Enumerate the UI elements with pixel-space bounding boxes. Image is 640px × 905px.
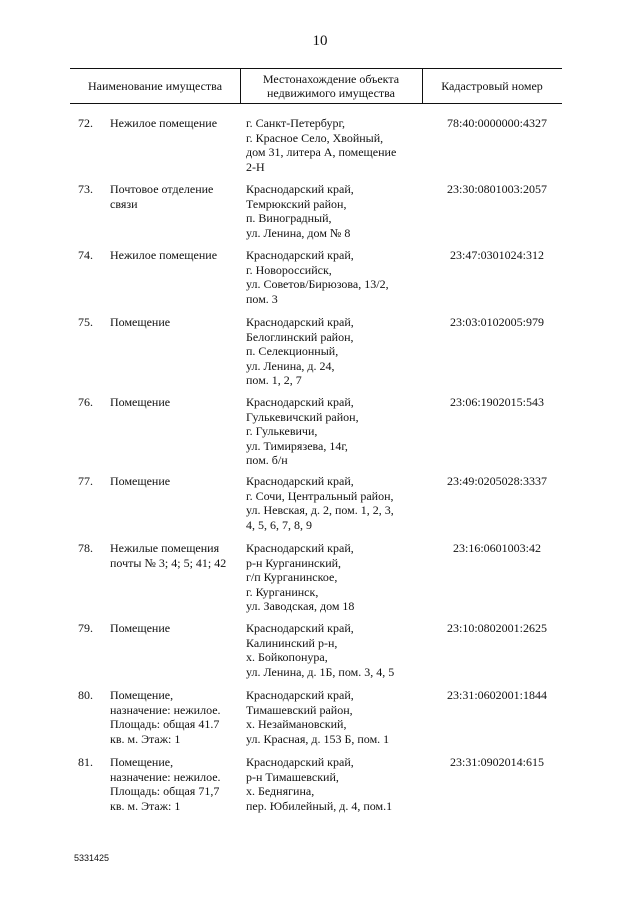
property-location	[246, 755, 432, 813]
row-number: 74.	[78, 248, 93, 262]
property-location-line: х. Незаймановский,	[246, 717, 347, 731]
property-location-line: г. Сочи, Центральный район,	[246, 488, 394, 503]
row-number: 73.	[78, 182, 93, 196]
property-location-line: р-н Тимашевский,	[246, 769, 339, 784]
property-name	[110, 621, 242, 636]
cadastral-number: 23:31:0602001:1844	[446, 688, 547, 702]
property-location-line: Краснодарский край,	[246, 474, 354, 488]
property-name-line: Нежилое помещение	[110, 116, 218, 130]
property-location-line: Калининский р-н,	[246, 635, 338, 650]
cadastral-number: 23:10:0802001:2625	[446, 621, 547, 635]
property-name	[110, 395, 242, 410]
property-location-line: п. Селекционный,	[246, 344, 339, 358]
header-cadastral: Кадастровый номер	[441, 78, 543, 93]
row-number: 79.	[78, 621, 93, 635]
property-location-line: Краснодарский край,	[246, 755, 354, 769]
property-location	[246, 395, 432, 468]
property-name-line: Нежилое помещение	[110, 248, 218, 262]
header-location-line: Местонахождение объекта	[262, 71, 400, 86]
property-name	[110, 474, 242, 489]
property-name-line: кв. м. Этаж: 1	[110, 731, 181, 746]
cadastral-number: 23:49:0205028:3337	[446, 474, 547, 488]
property-location-line: х. Бойкопонура,	[246, 650, 328, 664]
property-name-line: назначение: нежилое.	[110, 769, 221, 784]
property-name-line: Помещение	[110, 395, 171, 409]
property-name-line: кв. м. Этаж: 1	[110, 798, 181, 813]
property-name-line: Помещение	[110, 315, 171, 329]
row-number: 80.	[78, 688, 93, 702]
property-location-line: Темрюкский район,	[246, 196, 347, 211]
property-location-line: 2-Н	[246, 159, 265, 174]
property-name	[110, 182, 242, 211]
property-location-line: Краснодарский край,	[246, 541, 354, 555]
property-name-line: Площадь: общая 71,7	[110, 784, 220, 798]
property-location-line: Краснодарский край,	[246, 248, 354, 262]
row-number: 78.	[78, 541, 93, 555]
property-location-line: ул. Невская, д. 2, пом. 1, 2, 3,	[246, 503, 394, 517]
property-location-line: Белоглинский район,	[246, 329, 354, 344]
property-location-line: г/п Курганинское,	[246, 570, 338, 584]
property-location-line: ул. Ленина, дом № 8	[246, 225, 351, 240]
header-name: Наименование имущества	[87, 78, 223, 93]
row-number: 77.	[78, 474, 93, 488]
property-name-line: Помещение	[110, 474, 171, 488]
row-number: 75.	[78, 315, 93, 329]
header-location	[240, 68, 422, 103]
property-name-line: назначение: нежилое.	[110, 702, 221, 717]
property-location-line: г. Новороссийск,	[246, 262, 332, 277]
property-location-line: г. Красное Село, Хвойный,	[246, 130, 384, 145]
property-location-line: ул. Советов/Бирюзова, 13/2,	[246, 277, 389, 291]
footer-code: 5331425	[74, 853, 110, 863]
property-name-line: Помещение,	[110, 755, 174, 769]
property-location	[246, 688, 432, 746]
property-location-line: Краснодарский край,	[246, 395, 354, 409]
header-location-line: недвижимого имущества	[266, 85, 395, 100]
property-location-line: Тимашевский район,	[246, 702, 353, 717]
row-number: 72.	[78, 116, 93, 130]
cadastral-number: 23:16:0601003:42	[452, 541, 541, 555]
property-location-line: ул. Ленина, д. 24,	[246, 358, 335, 373]
property-location-line: Краснодарский край,	[246, 621, 354, 635]
property-name-line: связи	[110, 196, 138, 211]
property-location-line: Краснодарский край,	[246, 315, 354, 329]
cadastral-number: 78:40:0000000:4327	[446, 116, 547, 130]
property-location-line: х. Беднягина,	[246, 784, 315, 798]
cadastral-number: 23:47:0301024:312	[449, 248, 544, 262]
property-location-line: п. Виноградный,	[246, 211, 332, 225]
property-name-line: Помещение	[110, 621, 171, 635]
row-number: 76.	[78, 395, 93, 409]
property-location-line: дом 31, литера А, помещение	[246, 145, 397, 159]
page-number: 10	[312, 33, 328, 49]
cadastral-number: 23:03:0102005:979	[449, 315, 544, 329]
property-name-line: Нежилые помещения	[110, 541, 220, 555]
property-location	[246, 248, 432, 306]
property-name	[110, 541, 242, 570]
property-name-line: почты № 3; 4; 5; 41; 42	[110, 555, 227, 570]
property-location-line: ул. Тимирязева, 14г,	[246, 438, 348, 453]
property-location-line: Краснодарский край,	[246, 182, 354, 196]
property-name	[110, 116, 242, 131]
property-location-line: р-н Курганинский,	[246, 555, 342, 570]
property-location-line: пом. 1, 2, 7	[246, 373, 302, 387]
property-location-line: пом. б/н	[246, 453, 288, 467]
header-bottom-rule	[70, 103, 562, 104]
property-location-line: 4, 5, 6, 7, 8, 9	[246, 517, 312, 532]
property-name	[110, 248, 242, 263]
property-location-line: г. Гулькевичи,	[246, 424, 318, 438]
property-name-line: Почтовое отделение	[110, 182, 214, 196]
property-location-line: пом. 3	[246, 291, 278, 306]
cadastral-number: 23:31:0902014:615	[449, 755, 544, 769]
property-name-line: Помещение,	[110, 688, 174, 702]
property-location	[246, 182, 432, 240]
cadastral-number: 23:06:1902015:543	[449, 395, 544, 409]
property-location	[246, 474, 432, 532]
cadastral-number: 23:30:0801003:2057	[446, 182, 547, 196]
property-location-line: г. Санкт-Петербург,	[246, 116, 346, 130]
property-location-line: ул. Красная, д. 153 Б, пом. 1	[246, 731, 390, 746]
property-name	[110, 315, 242, 330]
property-name	[110, 688, 242, 746]
property-location-line: Гулькевичский район,	[246, 409, 359, 424]
property-name-line: Площадь: общая 41.7	[110, 717, 220, 731]
property-name	[110, 755, 242, 813]
property-location	[246, 621, 432, 679]
property-location	[246, 541, 432, 614]
property-location-line: ул. Ленина, д. 1Б, пом. 3, 4, 5	[246, 664, 395, 679]
row-number: 81.	[78, 755, 93, 769]
property-location-line: ул. Заводская, дом 18	[246, 599, 355, 613]
property-location-line: пер. Юбилейный, д. 4, пом.1	[246, 798, 393, 813]
property-location-line: Краснодарский край,	[246, 688, 354, 702]
property-location	[246, 116, 432, 174]
property-location	[246, 315, 432, 388]
property-location-line: г. Курганинск,	[246, 584, 319, 599]
